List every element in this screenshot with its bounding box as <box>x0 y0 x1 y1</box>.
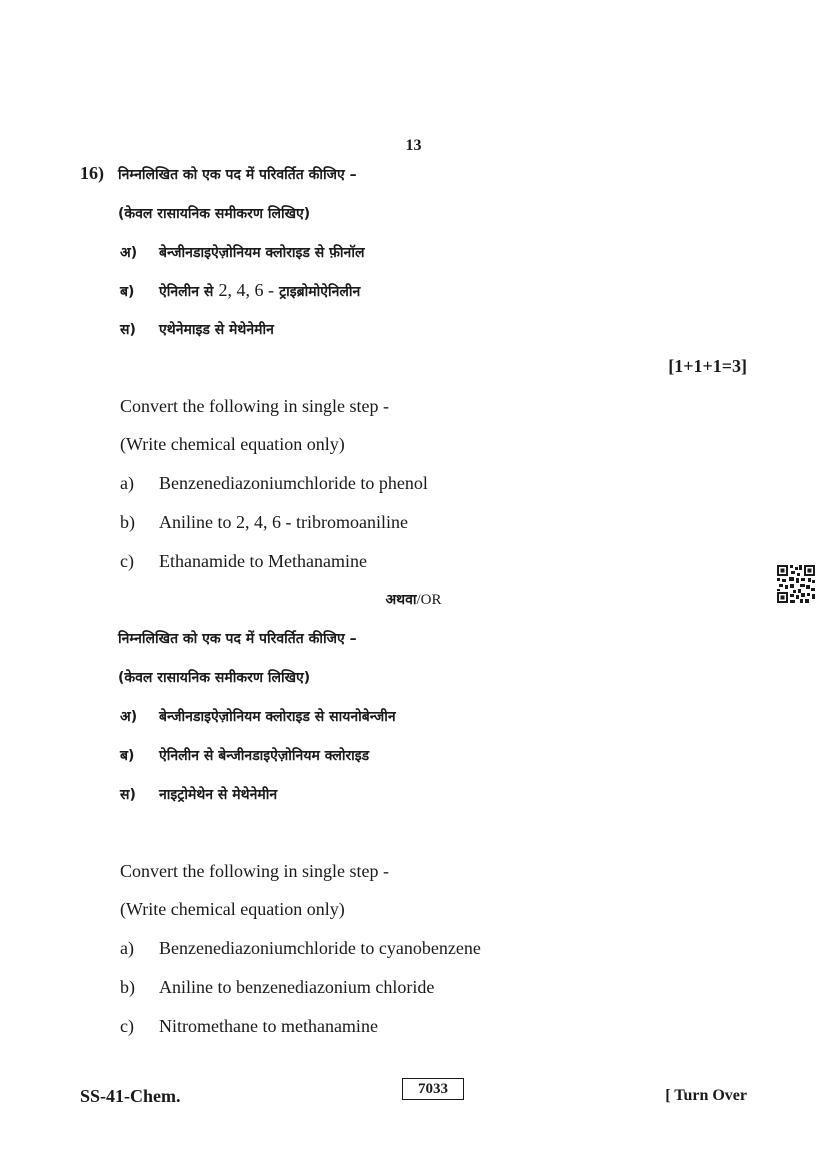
english-2-item-text: Benzenediazoniumchloride to cyanobenzene <box>159 938 481 958</box>
hindi-note-2: (केवल रासायनिक समीकरण लिखिए) <box>118 670 311 686</box>
or-separator-english: /OR <box>416 592 442 608</box>
english-1-item-text: Aniline to 2, 4, 6 - tribromoaniline <box>159 512 408 532</box>
english-1-item-label: c) <box>120 551 134 571</box>
hindi-instruction-1: निम्नलिखित को एक पद में परिवर्तित कीजिए – <box>118 167 357 183</box>
english-instruction-1: Convert the following in single step - <box>120 396 389 416</box>
hindi-2-item-text: बेन्जीनडाइऐज़ोनियम क्लोराइड से सायनोबेन्जीन <box>159 709 396 725</box>
or-separator <box>0 590 827 609</box>
english-2-item-label: c) <box>120 1016 134 1036</box>
hindi-1-item-text: एथेनेमाइड से मेथेनेमीन <box>159 322 274 338</box>
hindi-1-item-text-pre: ऐनिलीन से <box>159 284 214 300</box>
hindi-2-item-text: ऐनिलीन से बेन्जीनडाइऐज़ोनियम क्लोराइड <box>159 748 370 764</box>
hindi-2-item-label: ब) <box>120 748 135 764</box>
hindi-1-item-label: स) <box>120 322 136 338</box>
english-note-1: (Write chemical equation only) <box>120 434 345 454</box>
page-number: 13 <box>405 137 422 154</box>
hindi-2-item-text: नाइट्रोमेथेन से मेथेनेमीन <box>159 787 278 803</box>
booklet-code-box: 7033 <box>402 1078 464 1100</box>
hindi-note-1: (केवल रासायनिक समीकरण लिखिए) <box>118 206 311 222</box>
hindi-1-item-label: अ) <box>120 245 138 261</box>
english-2-item-text: Nitromethane to methanamine <box>159 1016 378 1036</box>
hindi-1-item-text <box>159 280 360 301</box>
english-1-item-label: b) <box>120 512 135 532</box>
paper-code: SS-41-Chem. <box>80 1086 181 1106</box>
hindi-1-item-label: ब) <box>120 284 135 300</box>
english-note-2: (Write chemical equation only) <box>120 899 345 919</box>
english-2-item-text: Aniline to benzenediazonium chloride <box>159 977 435 997</box>
hindi-1-item-text: बेन्जीनडाइऐज़ोनियम क्लोराइड से फ़ीनॉल <box>159 245 365 261</box>
or-separator-hindi: अथवा <box>385 592 417 608</box>
turn-over-note: [ Turn Over <box>665 1087 747 1104</box>
hindi-2-item-label: स) <box>120 787 136 803</box>
question-number: 16) <box>80 163 104 183</box>
hindi-2-item-label: अ) <box>120 709 138 725</box>
english-1-item-text: Benzenediazoniumchloride to phenol <box>159 473 428 493</box>
english-2-item-label: b) <box>120 977 135 997</box>
english-1-item-text: Ethanamide to Methanamine <box>159 551 367 571</box>
english-2-item-label: a) <box>120 938 134 958</box>
hindi-1-item-text-post: ट्राइब्रोमोऐनिलीन <box>279 284 361 300</box>
hindi-instruction-2: निम्नलिखित को एक पद में परिवर्तित कीजिए – <box>118 631 357 647</box>
hindi-1-item-text-num: 2, 4, 6 - <box>218 280 274 300</box>
marks-allocation: [1+1+1=3] <box>668 356 747 376</box>
english-1-item-label: a) <box>120 473 134 493</box>
english-instruction-2: Convert the following in single step - <box>120 861 389 881</box>
